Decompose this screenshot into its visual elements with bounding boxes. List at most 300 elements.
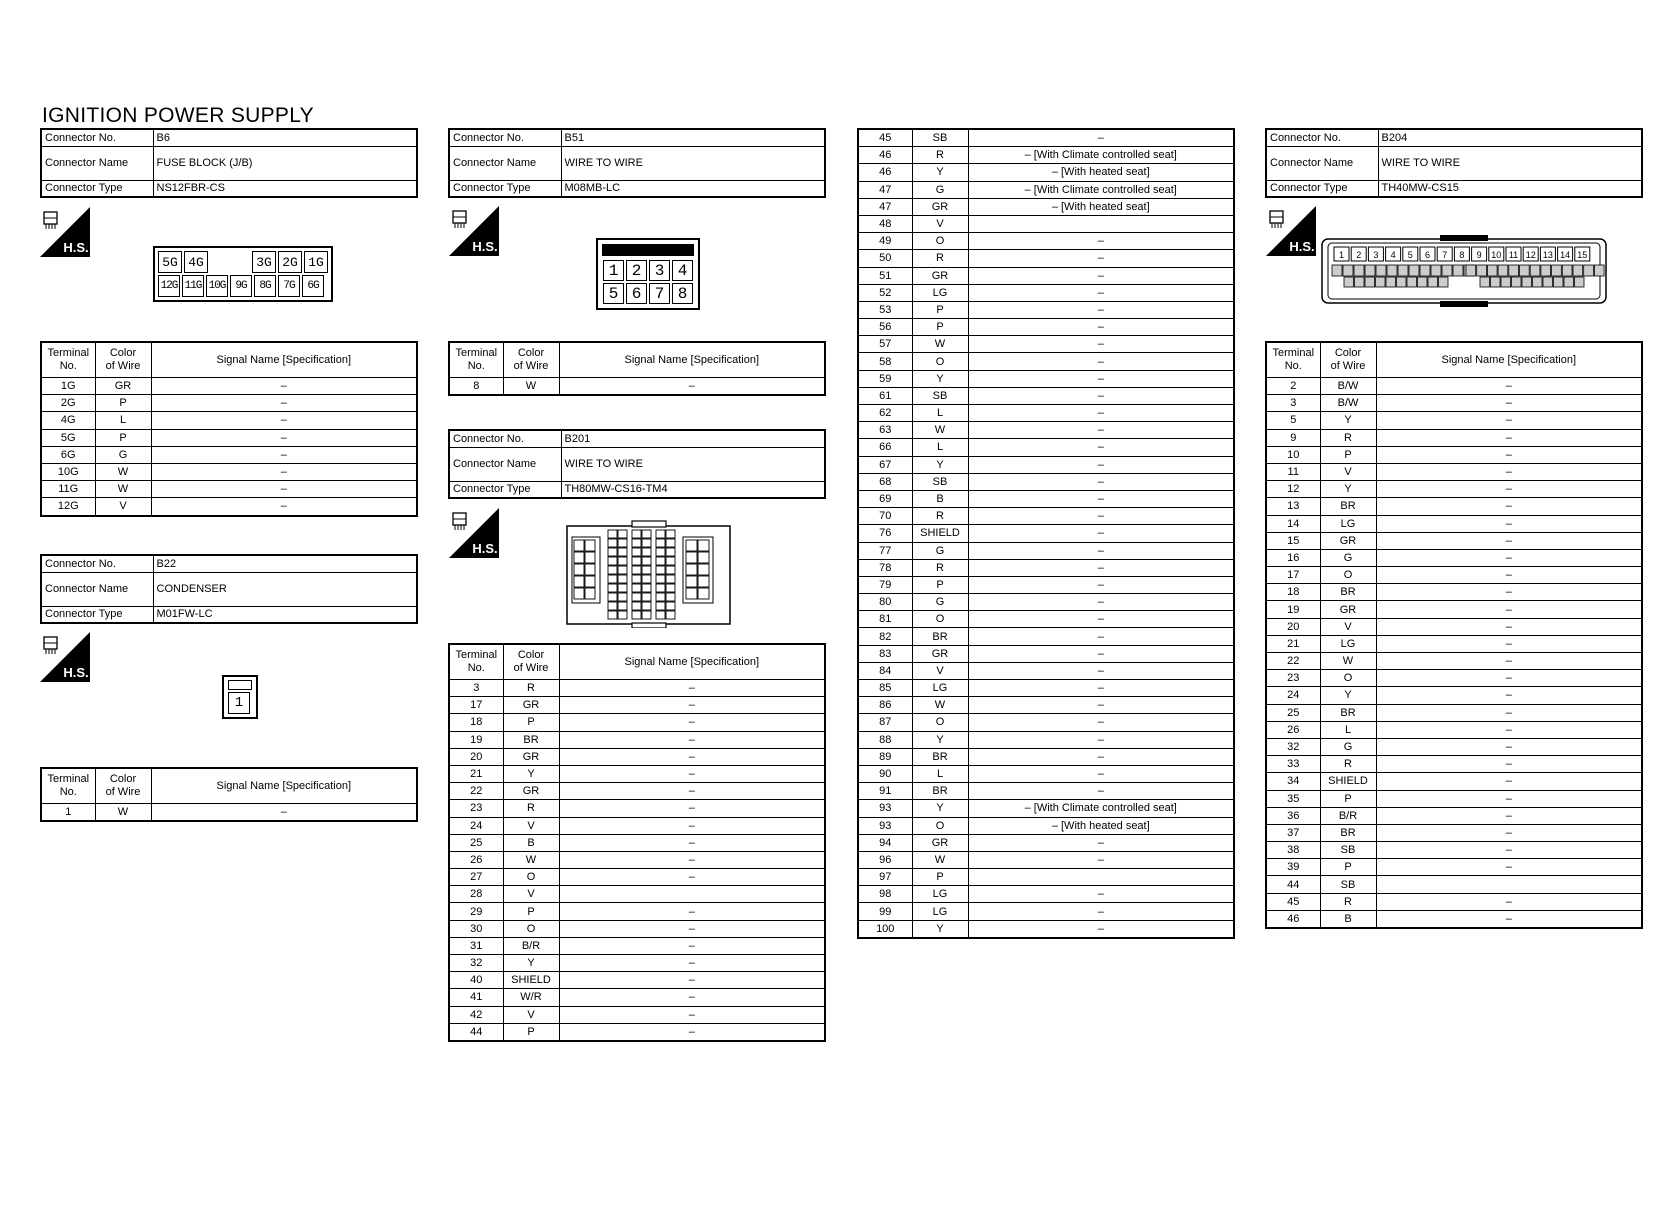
signal-name: – [1376, 618, 1642, 635]
table-row [858, 817, 1234, 834]
table-row [1266, 893, 1642, 910]
wire-color: LG [1320, 635, 1376, 652]
pin-cell [698, 564, 709, 575]
table-row [858, 594, 1234, 611]
table-row [858, 714, 1234, 731]
terminal-no: 26 [1266, 721, 1320, 738]
pin-row-lower [1332, 265, 1604, 276]
wire-color: R [912, 250, 968, 267]
wire-color: SB [912, 473, 968, 490]
pin-cell [618, 575, 627, 583]
connector-name: CONDENSER [153, 572, 417, 606]
wire-color: P [503, 1023, 559, 1041]
pin-cell [632, 593, 641, 601]
table-row [449, 783, 825, 800]
terminal-no: 59 [858, 370, 912, 387]
pin-cell [642, 611, 651, 619]
pin-cell [666, 593, 675, 601]
pin-cell [1332, 265, 1342, 276]
terminal-no: 96 [858, 851, 912, 868]
pin-label: 15 [1577, 250, 1588, 260]
table-row [858, 267, 1234, 284]
wire-color: V [912, 662, 968, 679]
table-row [449, 765, 825, 782]
header-signal-name: Signal Name [Specification] [559, 644, 825, 680]
terminal-no: 38 [1266, 842, 1320, 859]
terminal-no: 93 [858, 817, 912, 834]
terminal-no: 11G [41, 481, 95, 498]
pin-cell [656, 593, 665, 601]
pin-cell [656, 548, 665, 556]
pin-cell [642, 539, 651, 547]
wire-color: B/R [1320, 807, 1376, 824]
pin-cell [666, 611, 675, 619]
signal-name: – [968, 508, 1234, 525]
pin-cell [1491, 277, 1501, 287]
signal-name: – [1376, 704, 1642, 721]
wire-color: SB [912, 129, 968, 147]
pin-cell [686, 552, 697, 563]
pin-cell [698, 588, 709, 599]
wire-color: GR [912, 198, 968, 215]
pin: 5G [158, 251, 182, 273]
pin-cell [642, 530, 651, 538]
pin-cell [1365, 265, 1375, 276]
terminal-no: 29 [449, 903, 503, 920]
terminal-table-b22 [40, 767, 418, 822]
table-row [1266, 532, 1642, 549]
terminal-no: 56 [858, 319, 912, 336]
header-terminal-line: Terminal [1272, 347, 1315, 359]
signal-name: – [968, 765, 1234, 782]
table-row [858, 147, 1234, 164]
signal-name: – [With heated seat] [968, 198, 1234, 215]
signal-name: – [968, 731, 1234, 748]
pin-cell [1522, 277, 1532, 287]
pin-cell [1554, 277, 1564, 287]
label-connector-name: Connector Name [1266, 146, 1378, 180]
signal-name: – [1376, 412, 1642, 429]
pin: 1G [304, 251, 328, 273]
wire-color: BR [912, 748, 968, 765]
table-row [1266, 515, 1642, 532]
table-row [1266, 670, 1642, 687]
harness-side-icon [449, 206, 499, 256]
table-row [41, 412, 417, 429]
pin-cell [585, 564, 595, 575]
terminal-no: 37 [1266, 824, 1320, 841]
terminal-no: 3 [1266, 395, 1320, 412]
pin-cell [698, 540, 709, 551]
wire-color: W [95, 804, 151, 822]
wire-color: SHIELD [912, 525, 968, 542]
header-color-line: Color [1334, 347, 1362, 359]
terminal-no: 21 [1266, 635, 1320, 652]
terminal-no: 58 [858, 353, 912, 370]
signal-name [559, 886, 825, 903]
table-row [449, 886, 825, 903]
table-row [1266, 395, 1642, 412]
pin-cell [574, 552, 584, 563]
wire-color: Y [912, 920, 968, 938]
table-row [449, 851, 825, 868]
pin-cell [642, 602, 651, 610]
pin: 6 [626, 283, 647, 304]
wire-color: V [1320, 463, 1376, 480]
terminal-table [1265, 341, 1643, 929]
connector-b6 [40, 128, 418, 198]
terminal-no: 45 [1266, 893, 1320, 910]
wire-color: Y [1320, 412, 1376, 429]
pin-cell [698, 576, 709, 587]
signal-name: – [With Climate controlled seat] [968, 800, 1234, 817]
hs-label: H.S. [472, 541, 498, 556]
wire-color: Y [1320, 481, 1376, 498]
header-terminal-no [41, 342, 95, 378]
signal-name: – [968, 456, 1234, 473]
wire-color: L [912, 765, 968, 782]
table-row [1266, 601, 1642, 618]
signal-name: – [1376, 446, 1642, 463]
table-row [858, 542, 1234, 559]
header-color-line: of Wire [105, 786, 141, 798]
signal-name: – [151, 429, 417, 446]
wire-color: BR [1320, 498, 1376, 515]
terminal-no: 6G [41, 446, 95, 463]
terminal-no: 44 [1266, 876, 1320, 893]
signal-name: – [1376, 790, 1642, 807]
pin-cell [1407, 277, 1417, 287]
terminal-no: 18 [449, 714, 503, 731]
label-connector-type: Connector Type [1266, 180, 1378, 197]
pin-cell [1487, 265, 1497, 276]
signal-name: – [968, 542, 1234, 559]
table-row [858, 886, 1234, 903]
table-header [41, 342, 417, 378]
pin-cell [1562, 265, 1572, 276]
header-color-of-wire [95, 768, 151, 804]
signal-name: – [968, 353, 1234, 370]
table-row [858, 422, 1234, 439]
wire-color: R [503, 680, 559, 697]
pin-cell [666, 584, 675, 592]
wire-color: SHIELD [1320, 773, 1376, 790]
terminal-no: 77 [858, 542, 912, 559]
pin-cell [642, 584, 651, 592]
connector-b22-face [222, 675, 258, 719]
pin-cell [1501, 277, 1511, 287]
pin: 6G [302, 275, 324, 297]
terminal-table-b201 [448, 643, 826, 1042]
signal-name: – [1376, 738, 1642, 755]
terminal-no: 80 [858, 594, 912, 611]
table-row [858, 439, 1234, 456]
pin-label: 6 [1424, 250, 1431, 260]
pin-cell [1453, 265, 1463, 276]
table-row [1266, 446, 1642, 463]
table-row [1266, 653, 1642, 670]
pin: 12G [158, 275, 180, 297]
wire-color: P [912, 576, 968, 593]
pin-cell [1428, 277, 1438, 287]
signal-name: – [1376, 842, 1642, 859]
pin-label: 2 [1356, 250, 1362, 260]
terminal-no: 24 [449, 817, 503, 834]
table-row [858, 405, 1234, 422]
terminal-no: 31 [449, 937, 503, 954]
table-row [449, 834, 825, 851]
signal-name: – [559, 697, 825, 714]
terminal-no: 49 [858, 233, 912, 250]
signal-name: – [1376, 687, 1642, 704]
signal-name: – [1376, 515, 1642, 532]
table-row [858, 164, 1234, 181]
table-row [858, 628, 1234, 645]
table-row [449, 989, 825, 1006]
wire-color: W [912, 336, 968, 353]
header-terminal-no [1266, 342, 1320, 378]
signal-name: – [1376, 481, 1642, 498]
label-connector-name: Connector Name [41, 572, 153, 606]
signal-name: – [151, 378, 417, 395]
table-row [1266, 498, 1642, 515]
pin-cell [608, 584, 617, 592]
terminal-no: 81 [858, 611, 912, 628]
pin: 3 [649, 260, 670, 281]
table-row [858, 662, 1234, 679]
table-row [449, 955, 825, 972]
label-connector-type: Connector Type [41, 606, 153, 623]
wire-color: V [503, 1006, 559, 1023]
terminal-no: 26 [449, 851, 503, 868]
pin-cell [608, 548, 617, 556]
terminal-no: 41 [449, 989, 503, 1006]
signal-name: – [1376, 721, 1642, 738]
table-row [449, 1006, 825, 1023]
table-row [858, 129, 1234, 147]
terminal-no: 79 [858, 576, 912, 593]
table-row [858, 611, 1234, 628]
pin-cell [618, 548, 627, 556]
table-row [1266, 567, 1642, 584]
table-row [858, 869, 1234, 886]
pin-row [602, 282, 694, 305]
table-row [858, 903, 1234, 920]
table-row [449, 800, 825, 817]
header-color-line: of Wire [513, 360, 549, 372]
table-row [1266, 859, 1642, 876]
pin: 2 [626, 260, 647, 281]
wire-color: O [912, 714, 968, 731]
signal-name: – [559, 834, 825, 851]
label-connector-no: Connector No. [41, 129, 153, 146]
pin-row [157, 274, 329, 298]
table-row [1266, 721, 1642, 738]
wire-color: O [912, 353, 968, 370]
table-header [41, 768, 417, 804]
signal-name: – [With Climate controlled seat] [968, 181, 1234, 198]
wire-color: P [1320, 446, 1376, 463]
pin-cell [585, 576, 595, 587]
terminal-table-b204 [1265, 341, 1643, 929]
signal-name: – [559, 1023, 825, 1041]
terminal-no: 2G [41, 395, 95, 412]
table-row [449, 869, 825, 886]
pin-cell [666, 566, 675, 574]
table-row [858, 336, 1234, 353]
header-color-of-wire [95, 342, 151, 378]
pin-label: 1 [1338, 250, 1345, 260]
signal-name [968, 869, 1234, 886]
pin-cell [642, 593, 651, 601]
pin-cell [608, 557, 617, 565]
wire-color: L [95, 412, 151, 429]
wire-color: GR [1320, 601, 1376, 618]
signal-name: – [968, 628, 1234, 645]
connector-latch [228, 680, 252, 690]
table-row [858, 645, 1234, 662]
pin: 4 [672, 260, 693, 281]
terminal-no: 89 [858, 748, 912, 765]
signal-name: – [559, 989, 825, 1006]
wire-color: Y [503, 955, 559, 972]
signal-name: – [1376, 532, 1642, 549]
wire-color: W [95, 463, 151, 480]
wire-color: G [912, 181, 968, 198]
connector-b204 [1265, 128, 1643, 198]
terminal-no: 13 [1266, 498, 1320, 515]
header-terminal-line: Terminal [47, 347, 90, 359]
wire-color: LG [1320, 515, 1376, 532]
pin-cell [1584, 265, 1594, 276]
pin-label: 4 [1390, 250, 1396, 260]
terminal-no: 14 [1266, 515, 1320, 532]
wire-color: P [503, 714, 559, 731]
table-row [41, 378, 417, 395]
pin: 10G [206, 275, 228, 297]
pin-cell [1552, 265, 1562, 276]
wire-color: R [1320, 893, 1376, 910]
pin-cell [1466, 265, 1476, 276]
header-terminal-line: No. [467, 662, 485, 674]
signal-name: – [559, 955, 825, 972]
signal-name: – [559, 748, 825, 765]
wire-color: O [1320, 567, 1376, 584]
label-connector-name: Connector Name [449, 447, 561, 481]
wire-color: R [912, 147, 968, 164]
pin-cell [1594, 265, 1604, 276]
signal-name: – [968, 783, 1234, 800]
signal-name: – [1376, 601, 1642, 618]
pin-cell [666, 530, 675, 538]
signal-name: – [968, 233, 1234, 250]
wire-color: Y [1320, 687, 1376, 704]
pin-cell [618, 530, 627, 538]
signal-name: – [1376, 756, 1642, 773]
pin-cell [656, 530, 665, 538]
wire-color: W/R [503, 989, 559, 1006]
pin-cell [656, 566, 665, 574]
pin-cell [666, 575, 675, 583]
wire-color: R [503, 800, 559, 817]
wire-color: B [1320, 910, 1376, 928]
pin-cell [632, 611, 641, 619]
terminal-no: 19 [449, 731, 503, 748]
pin-cell [1418, 277, 1428, 287]
signal-name: – [151, 463, 417, 480]
harness-side-icon [40, 632, 90, 682]
pin-cell [608, 566, 617, 574]
table-row [858, 765, 1234, 782]
terminal-no: 88 [858, 731, 912, 748]
wire-color: GR [912, 834, 968, 851]
signal-name: – [968, 886, 1234, 903]
signal-name: – [968, 284, 1234, 301]
terminal-no: 46 [858, 164, 912, 181]
pin-cell [585, 540, 595, 551]
pin-label: 8 [1459, 250, 1465, 260]
pin-cell [618, 602, 627, 610]
table-row [858, 233, 1234, 250]
table-row [858, 473, 1234, 490]
terminal-no: 82 [858, 628, 912, 645]
table-row [1266, 738, 1642, 755]
table-row [449, 697, 825, 714]
connector-type: M01FW-LC [153, 606, 417, 623]
table-row [1266, 463, 1642, 480]
pin-cell [632, 575, 641, 583]
table-row [858, 198, 1234, 215]
signal-name: – [968, 370, 1234, 387]
signal-name: – [968, 387, 1234, 404]
table-row [41, 395, 417, 412]
terminal-no: 47 [858, 181, 912, 198]
terminal-table-b6 [40, 341, 418, 517]
terminal-table [857, 128, 1235, 939]
signal-name: – [559, 869, 825, 886]
table-row [858, 353, 1234, 370]
pin-cell [698, 552, 709, 563]
signal-name: – [559, 714, 825, 731]
signal-name: – [1376, 859, 1642, 876]
pin-cell [632, 584, 641, 592]
signal-name: – [968, 267, 1234, 284]
pin-cell [585, 588, 595, 599]
pin-cell [666, 602, 675, 610]
terminal-no: 46 [1266, 910, 1320, 928]
connector-type: M08MB-LC [561, 180, 825, 197]
connector-b51-face [596, 238, 700, 310]
table-row [858, 680, 1234, 697]
terminal-no: 32 [449, 955, 503, 972]
pin-cell [1564, 277, 1574, 287]
header-terminal-line: Terminal [455, 347, 498, 359]
signal-name: – [559, 851, 825, 868]
header-color-line: of Wire [513, 662, 549, 674]
table-row [858, 387, 1234, 404]
table-row [858, 748, 1234, 765]
signal-name: – [1376, 395, 1642, 412]
pin-cell [608, 602, 617, 610]
terminal-no: 68 [858, 473, 912, 490]
terminal-no: 40 [449, 972, 503, 989]
signal-name: – [151, 395, 417, 412]
terminal-no: 23 [1266, 670, 1320, 687]
header-color-of-wire [503, 342, 559, 378]
header-terminal-line: No. [59, 786, 77, 798]
wire-color: GR [1320, 532, 1376, 549]
wire-color: P [95, 395, 151, 412]
